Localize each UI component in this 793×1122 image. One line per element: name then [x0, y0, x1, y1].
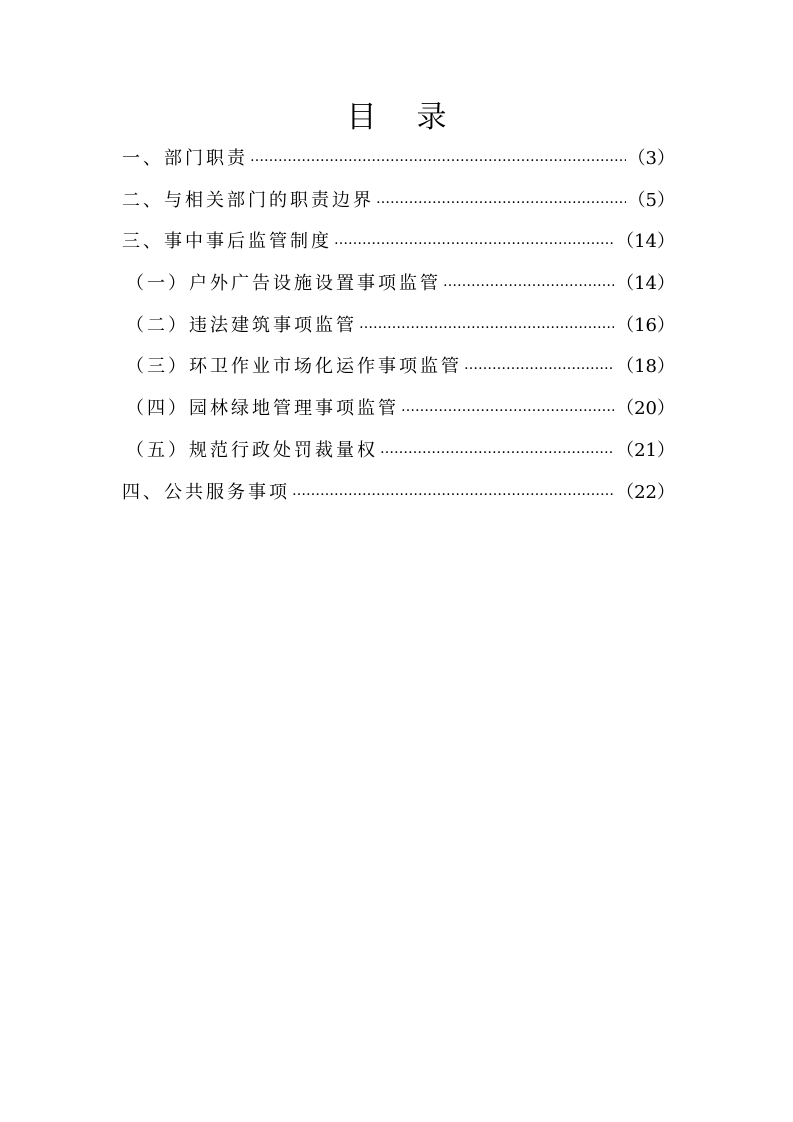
toc-entry[interactable]	[122, 188, 675, 230]
toc-dot-leader	[359, 311, 614, 337]
toc-page-number: （22）	[616, 481, 675, 503]
title-char-1: 目	[346, 100, 377, 135]
toc-entry-text: （三）环卫作业市场化运作事项监管	[126, 356, 462, 378]
toc-entry[interactable]	[122, 146, 675, 188]
toc-entry[interactable]	[122, 480, 675, 522]
toc-page-number: （20）	[616, 398, 675, 420]
toc-entry-text: 一、部门职责	[122, 148, 248, 169]
table-of-contents	[122, 146, 675, 521]
toc-page-number: （3）	[627, 148, 675, 169]
title-char-2: 录	[416, 100, 447, 135]
toc-page-number: （16）	[616, 314, 675, 336]
toc-page-number: （21）	[616, 439, 675, 461]
toc-dot-leader	[443, 269, 614, 295]
toc-page-number: （5）	[627, 189, 675, 211]
toc-dot-leader	[292, 478, 614, 504]
toc-entry-text: 二、与相关部门的职责边界	[122, 189, 374, 211]
toc-dot-leader	[334, 227, 614, 253]
toc-dot-leader	[401, 394, 614, 420]
toc-subentry[interactable]	[122, 354, 675, 396]
toc-dot-leader	[250, 144, 626, 170]
toc-subentry[interactable]	[122, 438, 675, 480]
toc-subentry[interactable]	[122, 271, 675, 313]
toc-subentry[interactable]	[122, 396, 675, 438]
toc-subentry[interactable]	[122, 313, 675, 355]
toc-dot-leader	[380, 436, 614, 462]
toc-dot-leader	[376, 186, 626, 212]
toc-dot-leader	[464, 352, 614, 378]
toc-entry-text: （五）规范行政处罚裁量权	[126, 439, 378, 461]
toc-entry-text: （一）户外广告设施设置事项监管	[126, 273, 441, 295]
toc-entry-text: （四）园林绿地管理事项监管	[126, 398, 399, 420]
toc-entry-text: 三、事中事后监管制度	[122, 231, 332, 253]
toc-page-number: （14）	[616, 231, 675, 253]
toc-entry-text: 四、公共服务事项	[122, 481, 290, 503]
page-title	[0, 98, 793, 138]
toc-page-number: （18）	[616, 356, 675, 378]
toc-entry[interactable]	[122, 229, 675, 271]
toc-entry-text: （二）违法建筑事项监管	[126, 314, 357, 336]
toc-page-number: （14）	[616, 273, 675, 295]
